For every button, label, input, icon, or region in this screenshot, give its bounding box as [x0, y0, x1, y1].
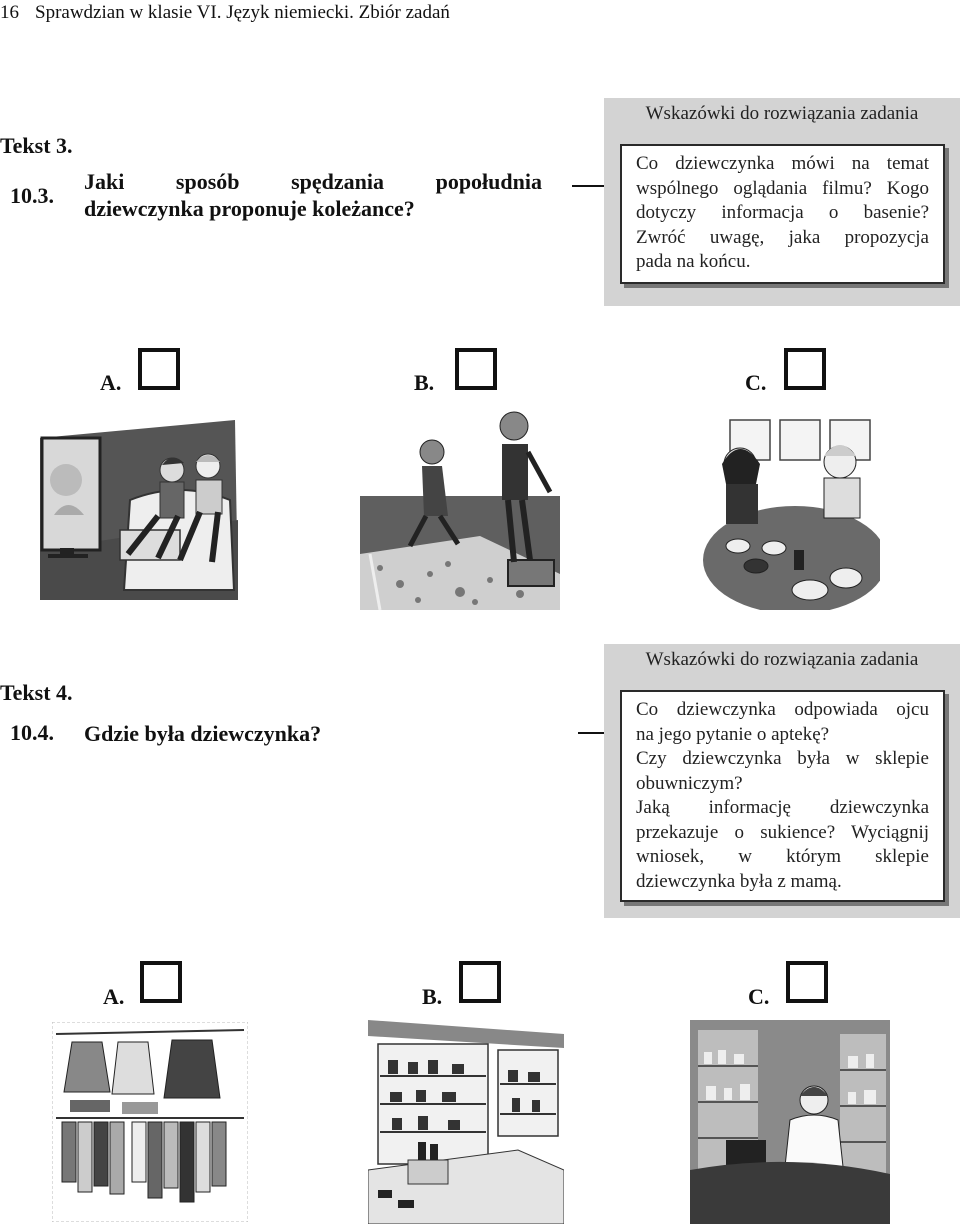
hint-line: dotyczy informacja o basenie? [636, 202, 929, 223]
hint-line: przekazuje o sukience? Wyciągnij [636, 821, 929, 843]
text-3-label: Tekst 3. [0, 133, 73, 158]
option-b-label: B. [422, 984, 443, 1009]
children-at-swimming-pool-image [360, 404, 560, 610]
question-line: dziewczynka proponuje koleżance? [84, 196, 415, 221]
girls-baking-in-kitchen-image [700, 410, 880, 610]
hint-box [620, 690, 945, 902]
shoe-store-image [368, 1020, 564, 1224]
question-line: Jaki sposób spędzania popołudnia [84, 169, 542, 194]
option-c-label: C. [748, 984, 770, 1009]
option-a-label: A. [100, 370, 122, 395]
hint-title: Wskazówki do rozwiązania zadania [645, 103, 919, 124]
pharmacy-image [690, 1020, 890, 1224]
hint-title: Wskazówki do rozwiązania zadania [645, 649, 919, 670]
hint-line: wniosek, w którym sklepie [636, 846, 929, 867]
hint-line: Co dziewczynka mówi na temat [636, 153, 929, 174]
option-a-checkbox[interactable] [140, 961, 182, 1003]
hint-panel [604, 644, 960, 918]
option-b-checkbox[interactable] [455, 348, 497, 390]
clothing-store-image [52, 1022, 248, 1222]
option-b-checkbox[interactable] [459, 961, 501, 1003]
hint-line: na jego pytanie o aptekę? [636, 723, 830, 745]
option-b-label: B. [414, 370, 435, 395]
question-10-3-text [84, 168, 542, 222]
option-c-checkbox[interactable] [784, 348, 826, 390]
hint-line: pada na końcu. [636, 251, 751, 272]
girls-watching-tv-image [40, 420, 240, 600]
hint-panel [604, 98, 960, 306]
hint-line: obuwniczym? [636, 772, 743, 794]
question-10-3-number: 10.3. [10, 183, 54, 208]
question-10-4-text: Gdzie była dziewczynka? [84, 721, 322, 746]
option-c-checkbox[interactable] [786, 961, 828, 1003]
hint-line: Jaką informację dziewczynka [636, 797, 929, 818]
text-4-label: Tekst 4. [0, 680, 73, 705]
option-a-checkbox[interactable] [138, 348, 180, 390]
page-number: 16 [0, 2, 19, 23]
hint-box [620, 144, 945, 284]
hint-line: dziewczynka była z mamą. [636, 870, 842, 892]
hint-line: Co dziewczynka odpowiada ojcu [636, 699, 929, 720]
option-c-label: C. [745, 370, 767, 395]
hint-line: wspólnego oglądania filmu? Kogo [636, 177, 929, 199]
page-header [0, 2, 450, 24]
hint-line: Czy dziewczynka była w sklepie [636, 748, 929, 769]
hint-line: Zwróć uwagę, jaka propozycja [636, 226, 929, 248]
book-title: Sprawdzian w klasie VI. Język niemiecki. Zbiór zadań [35, 2, 450, 23]
question-10-4-number: 10.4. [10, 720, 54, 745]
option-a-label: A. [103, 984, 125, 1009]
